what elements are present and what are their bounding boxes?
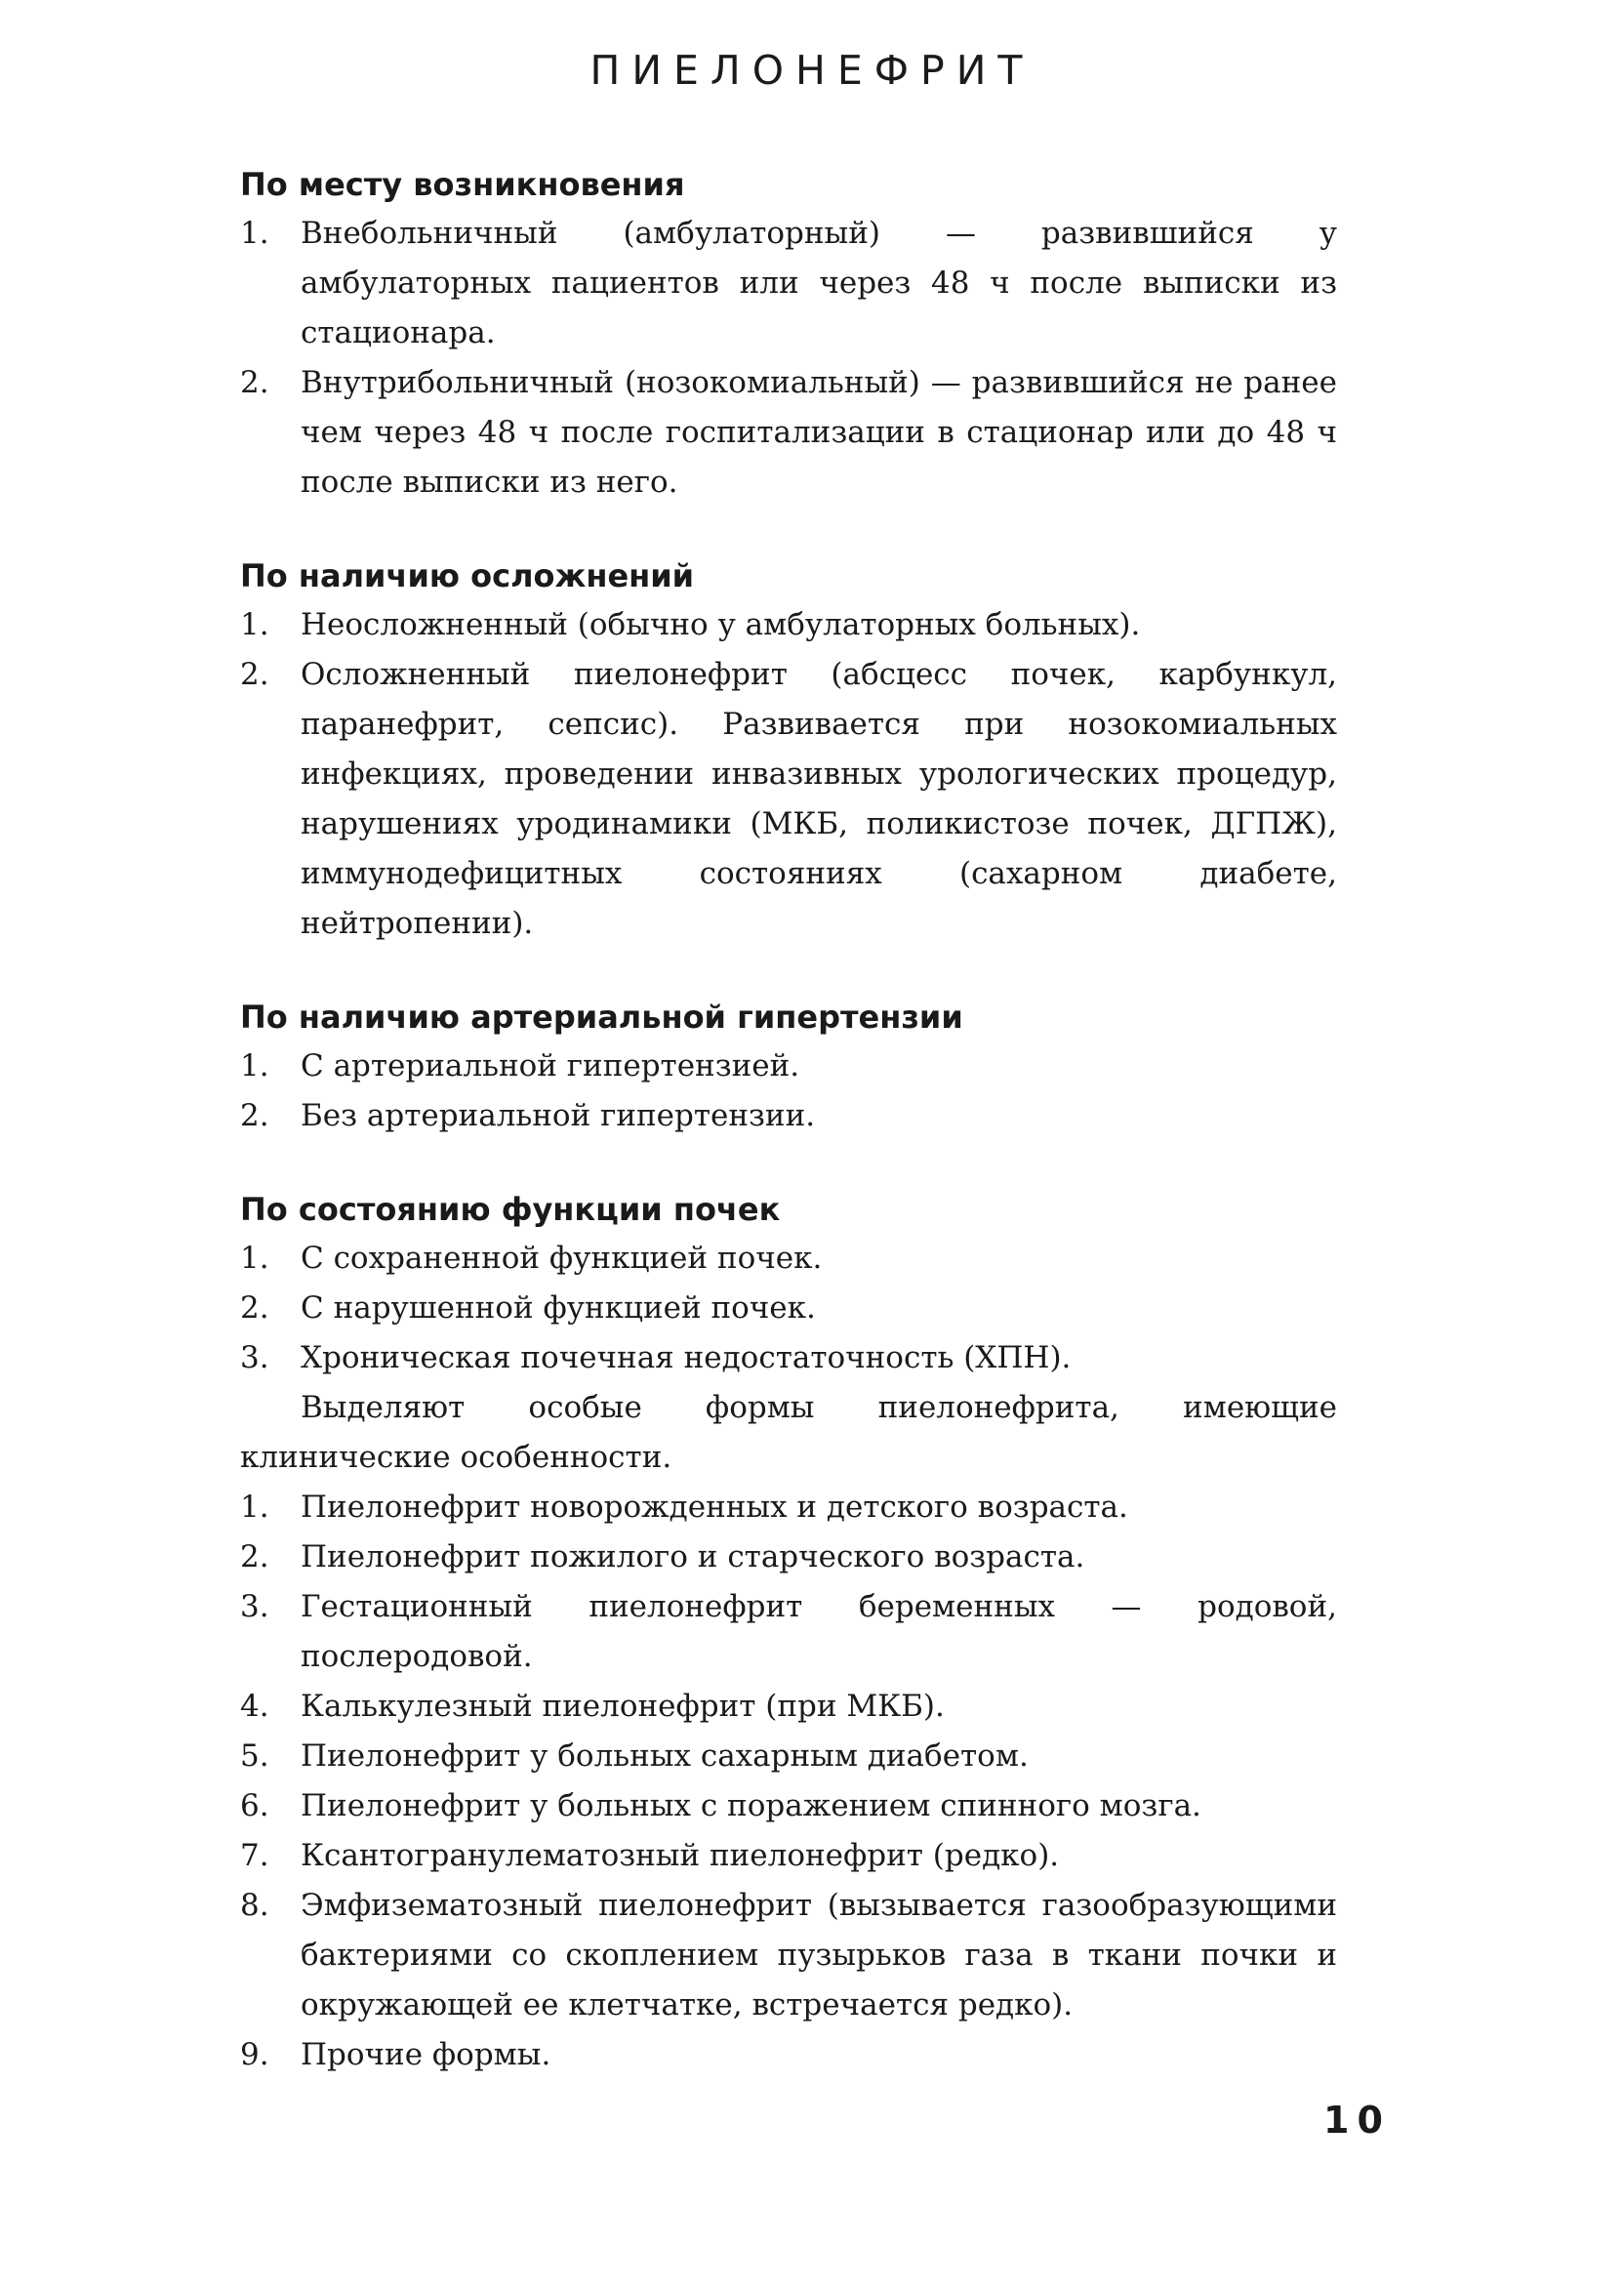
numbered-list [240, 1234, 1337, 1383]
item-number: 1. [240, 1241, 269, 1276]
item-text: Пиелонефрит у больных сахарным диабетом. [301, 1738, 1029, 1774]
item-number: 2. [240, 1098, 269, 1133]
list-item [240, 1831, 1337, 1881]
item-text: С сохраненной функцией почек. [301, 1241, 823, 1276]
item-text: Осложненный пиелонефрит (абсцесс почек, карбункул, паранефрит, сепсис). Развивается при нозокомиальных инфекциях, проведении инвазивных урологических процедур, нарушениях уродинамики (МКБ, поликистозе почек, ДГПЖ), иммунодефицитных состояниях (сахарном диабете, нейтропении). [301, 657, 1337, 941]
item-number: 1. [240, 216, 269, 251]
item-number: 2. [240, 1290, 269, 1326]
list-item [240, 1532, 1337, 1582]
item-text: Прочие формы. [301, 2037, 551, 2072]
section-complications [240, 552, 1337, 949]
running-head: ПИЕЛОНЕФРИТ [589, 47, 1035, 94]
item-text: Внебольничный (амбулаторный) — развившийся у амбулаторных пациентов или через 48 ч после выписки из стационара. [301, 216, 1337, 350]
section-heading: По наличию осложнений [240, 557, 695, 594]
item-text: Гестационный пиелонефрит беременных — родовой, послеродовой. [301, 1589, 1337, 1674]
list-item [240, 1284, 1337, 1333]
item-text: Пиелонефрит у больных с поражением спинного мозга. [301, 1788, 1201, 1823]
list-item [240, 2030, 1337, 2080]
list-item [240, 1234, 1337, 1284]
section-hypertension [240, 993, 1337, 1141]
item-number: 1. [240, 607, 269, 642]
item-text: Без артериальной гипертензии. [301, 1098, 816, 1133]
item-text: Эмфизематозный пиелонефрит (вызывается газообразующими бактериями со скоплением пузырьков газа в ткани почки и окружающей ее клетчатке, встречается редко). [301, 1888, 1337, 2022]
item-text: Ксантогранулематозный пиелонефрит (редко). [301, 1838, 1060, 1873]
item-number: 1. [240, 1490, 269, 1525]
list-item [240, 1091, 1337, 1141]
list-item [240, 1781, 1337, 1831]
item-number: 8. [240, 1888, 269, 1923]
item-text: С нарушенной функцией почек. [301, 1290, 816, 1326]
item-number: 6. [240, 1788, 269, 1823]
numbered-list [240, 1042, 1337, 1141]
list-item [240, 1042, 1337, 1091]
list-item [240, 358, 1337, 508]
item-number: 9. [240, 2037, 269, 2072]
item-text: Пиелонефрит новорожденных и детского возраста. [301, 1490, 1128, 1525]
section-heading: По месту возникновения [240, 166, 685, 203]
list-item [240, 1582, 1337, 1682]
numbered-list [240, 600, 1337, 949]
item-text: Пиелонефрит пожилого и старческого возраста. [301, 1539, 1085, 1574]
list-item [240, 1483, 1337, 1532]
section-kidney-function [240, 1185, 1337, 2080]
page-number: 10 [1323, 2099, 1391, 2142]
list-item [240, 209, 1337, 358]
special-forms-list [240, 1483, 1337, 2080]
numbered-list [240, 209, 1337, 508]
section-origin [240, 160, 1337, 508]
item-number: 7. [240, 1838, 269, 1873]
list-item [240, 650, 1337, 949]
special-forms-intro: Выделяют особые формы пиелонефрита, имеющие клинические особенности. [240, 1390, 1337, 1475]
item-number: 3. [240, 1340, 269, 1375]
list-item [240, 1333, 1337, 1383]
list-item [240, 1732, 1337, 1781]
item-number: 2. [240, 1539, 269, 1574]
list-item [240, 600, 1337, 650]
item-number: 1. [240, 1048, 269, 1083]
item-number: 4. [240, 1689, 269, 1724]
item-number: 2. [240, 657, 269, 692]
section-heading: По состоянию функции почек [240, 1191, 781, 1228]
item-number: 2. [240, 365, 269, 400]
item-text: С артериальной гипертензией. [301, 1048, 800, 1083]
list-item [240, 1682, 1337, 1732]
item-number: 5. [240, 1738, 269, 1774]
item-number: 3. [240, 1589, 269, 1624]
item-text: Хроническая почечная недостаточность (ХПН). [301, 1340, 1072, 1375]
list-item [240, 1881, 1337, 2030]
item-text: Неосложненный (обычно у амбулаторных больных). [301, 607, 1141, 642]
page-body [240, 160, 1337, 2080]
item-text: Калькулезный пиелонефрит (при МКБ). [301, 1689, 945, 1724]
section-heading: По наличию артериальной гипертензии [240, 999, 963, 1036]
item-text: Внутрибольничный (нозокомиальный) — развившийся не ранее чем через 48 ч после госпитализации в стационар или до 48 ч после выписки из него. [301, 365, 1337, 500]
